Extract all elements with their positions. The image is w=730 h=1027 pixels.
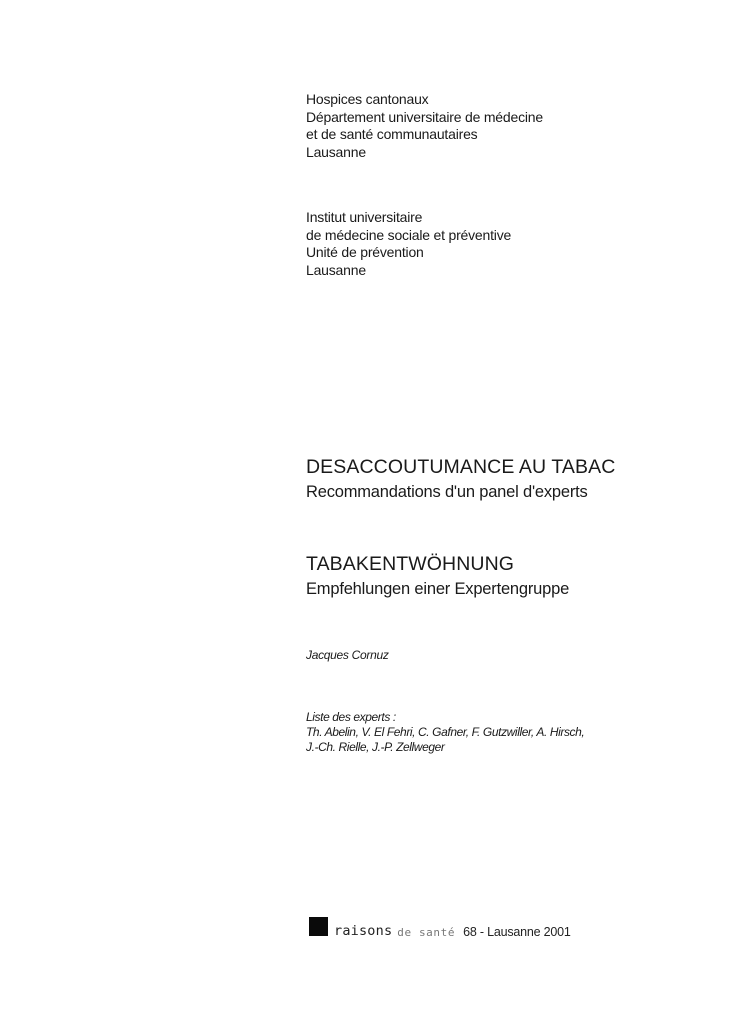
title-german: TABAKENTWÖHNUNG — [306, 553, 515, 575]
affiliation-line: de médecine sociale et préventive — [306, 226, 512, 243]
affiliation-line: Institut universitaire — [306, 209, 423, 225]
experts-line: Th. Abelin, V. El Fehri, C. Gafner, F. Gutzwiller, A. Hirsch, — [306, 725, 585, 739]
affiliation-institut — [306, 209, 511, 279]
series-subtitle: de santé — [397, 926, 456, 939]
author-name: Jacques Cornuz — [306, 648, 389, 662]
affiliation-line: Département universitaire de médecine — [306, 108, 543, 125]
affiliation-line: Hospices cantonaux — [306, 91, 429, 107]
affiliation-line: Lausanne — [306, 143, 366, 160]
series-logo-square — [309, 917, 328, 936]
affiliation-line: Lausanne — [306, 261, 366, 278]
series-number-place-year: 68 - Lausanne 2001 — [463, 925, 571, 939]
title-french: DESACCOUTUMANCE AU TABAC — [306, 456, 616, 478]
subtitle-german: Empfehlungen einer Expertengruppe — [306, 580, 570, 598]
affiliation-line: et de santé communautaires — [306, 126, 478, 142]
affiliation-line: Unité de prévention — [306, 244, 424, 260]
series-name: raisons — [334, 923, 393, 939]
experts-list — [306, 710, 584, 755]
experts-line: J.-Ch. Rielle, J.-P. Zellweger — [306, 740, 445, 754]
experts-heading: Liste des experts : — [306, 710, 396, 724]
subtitle-french: Recommandations d'un panel d'experts — [306, 483, 588, 501]
affiliation-hospices — [306, 91, 543, 161]
series-footer — [309, 915, 571, 939]
